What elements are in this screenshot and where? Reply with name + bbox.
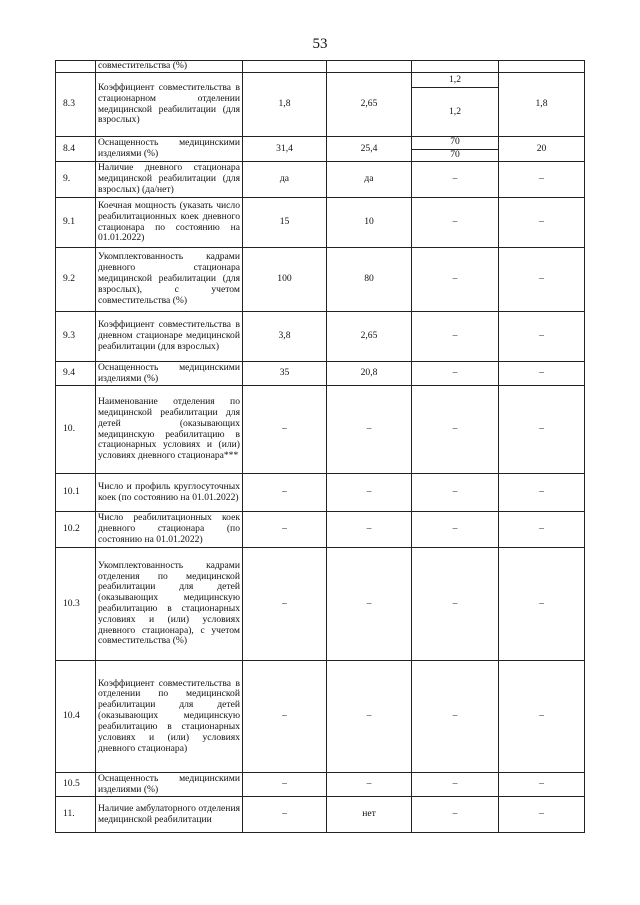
value-cell: – — [327, 386, 412, 474]
value-cell: – — [327, 773, 412, 797]
table-row — [56, 198, 585, 248]
value-cell: – — [412, 248, 499, 312]
value-cell: 100 — [243, 248, 327, 312]
value-cell: – — [327, 548, 412, 661]
row-indicator: Укомплектованность кадрами отделения по медицинской реабилитации для детей (оказывающих медицинскую реабилитацию в стационарных условиях и (или) условиях дневного стационара), с учетом совместительства (%) — [96, 548, 243, 661]
value-cell: – — [412, 312, 499, 362]
value-cell — [412, 61, 499, 73]
table-row — [56, 362, 585, 386]
value-cell: 15 — [243, 198, 327, 248]
value-cell: – — [243, 474, 327, 512]
value-cell: – — [412, 474, 499, 512]
value-cell: – — [499, 198, 585, 248]
value-cell: – — [499, 362, 585, 386]
row-number: 10.1 — [56, 474, 96, 512]
value-cell: нет — [327, 797, 412, 833]
table-row — [56, 248, 585, 312]
value-cell: 31,4 — [243, 137, 327, 162]
row-number: 8.4 — [56, 137, 96, 162]
value-cell: – — [412, 548, 499, 661]
table-row — [56, 797, 585, 833]
value-cell: – — [412, 198, 499, 248]
split-value-cell — [412, 137, 499, 162]
split-value-cell — [412, 73, 499, 137]
value-cell — [243, 61, 327, 73]
value-cell: 25,4 — [327, 137, 412, 162]
value-subcell: 1,2 — [412, 73, 498, 88]
value-cell: 35 — [243, 362, 327, 386]
value-cell — [499, 61, 585, 73]
value-cell: – — [243, 512, 327, 548]
row-indicator: Число реабилитационных коек дневного стационара (по состоянию на 01.01.2022) — [96, 512, 243, 548]
table-row — [56, 512, 585, 548]
value-subcell: 70 — [412, 137, 498, 150]
value-subcell: 70 — [450, 148, 460, 160]
row-number: 9.4 — [56, 362, 96, 386]
value-cell: – — [243, 773, 327, 797]
table-row — [56, 548, 585, 661]
row-indicator: Коэффициент совместительства в стационарном отделении медицинской реабилитации (для взрослых) — [96, 73, 243, 137]
value-cell: – — [412, 362, 499, 386]
row-indicator: Наименование отделения по медицинской реабилитации для детей (оказывающих медицинскую реабилитацию в стационарных условиях и (или) условиях дневного стационара*** — [96, 386, 243, 474]
table-row — [56, 386, 585, 474]
value-cell: 3,8 — [243, 312, 327, 362]
value-cell: 2,65 — [327, 73, 412, 137]
value-cell: – — [412, 386, 499, 474]
value-cell: да — [243, 162, 327, 198]
value-cell: – — [499, 312, 585, 362]
value-cell: да — [327, 162, 412, 198]
row-indicator: Наличие дневного стационара медицинской реабилитации (для взрослых) (да/нет) — [96, 162, 243, 198]
row-number: 10.5 — [56, 773, 96, 797]
row-indicator: Число и профиль круглосуточных коек (по состоянию на 01.01.2022) — [96, 474, 243, 512]
row-indicator: Коэффициент совместительства в отделении по медицинской реабилитации для детей (оказывающих медицинскую реабилитацию в стационарных условиях и (или) условиях дневного стационара) — [96, 661, 243, 773]
value-cell: – — [412, 797, 499, 833]
value-cell: – — [499, 797, 585, 833]
table-row — [56, 474, 585, 512]
value-cell: – — [243, 661, 327, 773]
data-table — [55, 60, 585, 833]
value-cell: – — [412, 661, 499, 773]
row-indicator: Коэффициент совместительства в дневном стационаре медицинской реабилитации (для взрослых) — [96, 312, 243, 362]
value-cell: 80 — [327, 248, 412, 312]
row-number: 9. — [56, 162, 96, 198]
value-cell: 20,8 — [327, 362, 412, 386]
value-cell: – — [499, 548, 585, 661]
value-cell: 1,8 — [243, 73, 327, 137]
row-number: 9.2 — [56, 248, 96, 312]
table-row — [56, 661, 585, 773]
value-cell: – — [243, 548, 327, 661]
table-row — [56, 137, 585, 162]
value-cell: – — [327, 661, 412, 773]
value-cell: – — [327, 512, 412, 548]
value-cell: 20 — [499, 137, 585, 162]
page-number: 53 — [312, 36, 328, 52]
row-number — [56, 61, 96, 73]
row-indicator: Наличие амбулаторного отделения медицинской реабилитации — [96, 797, 243, 833]
value-cell: 10 — [327, 198, 412, 248]
row-number: 9.1 — [56, 198, 96, 248]
value-cell: 1,8 — [499, 73, 585, 137]
table-row — [56, 162, 585, 198]
row-number: 10.4 — [56, 661, 96, 773]
value-cell: – — [499, 248, 585, 312]
value-cell: – — [499, 773, 585, 797]
value-cell: 2,65 — [327, 312, 412, 362]
value-cell: – — [412, 162, 499, 198]
value-cell: – — [499, 162, 585, 198]
value-cell: – — [499, 661, 585, 773]
table-row — [56, 773, 585, 797]
row-number: 8.3 — [56, 73, 96, 137]
row-number: 10.2 — [56, 512, 96, 548]
row-number: 9.3 — [56, 312, 96, 362]
value-cell: – — [327, 474, 412, 512]
row-number: 10.3 — [56, 548, 96, 661]
value-subcell: 1,2 — [449, 105, 461, 117]
row-indicator: Оснащенность медицинскими изделиями (%) — [96, 137, 243, 162]
table-row — [56, 312, 585, 362]
value-cell: – — [243, 386, 327, 474]
value-cell — [327, 61, 412, 73]
table-row — [56, 61, 585, 73]
row-indicator: Укомплектованность кадрами дневного стационара медицинской реабилитации (для взрослых), с учетом совместительства (%) — [96, 248, 243, 312]
row-number: 11. — [56, 797, 96, 833]
value-cell: – — [412, 512, 499, 548]
table-row — [56, 73, 585, 137]
row-indicator: Коечная мощность (указать число реабилитационных коек дневного стационара по состоянию на 01.01.2022) — [96, 198, 243, 248]
row-number: 10. — [56, 386, 96, 474]
value-cell: – — [499, 474, 585, 512]
value-cell: – — [499, 386, 585, 474]
row-indicator: Оснащенность медицинскими изделиями (%) — [96, 362, 243, 386]
value-cell: – — [243, 797, 327, 833]
value-cell: – — [412, 773, 499, 797]
row-indicator: Оснащенность медицинскими изделиями (%) — [96, 773, 243, 797]
row-indicator: совместительства (%) — [96, 61, 243, 73]
value-cell: – — [499, 512, 585, 548]
